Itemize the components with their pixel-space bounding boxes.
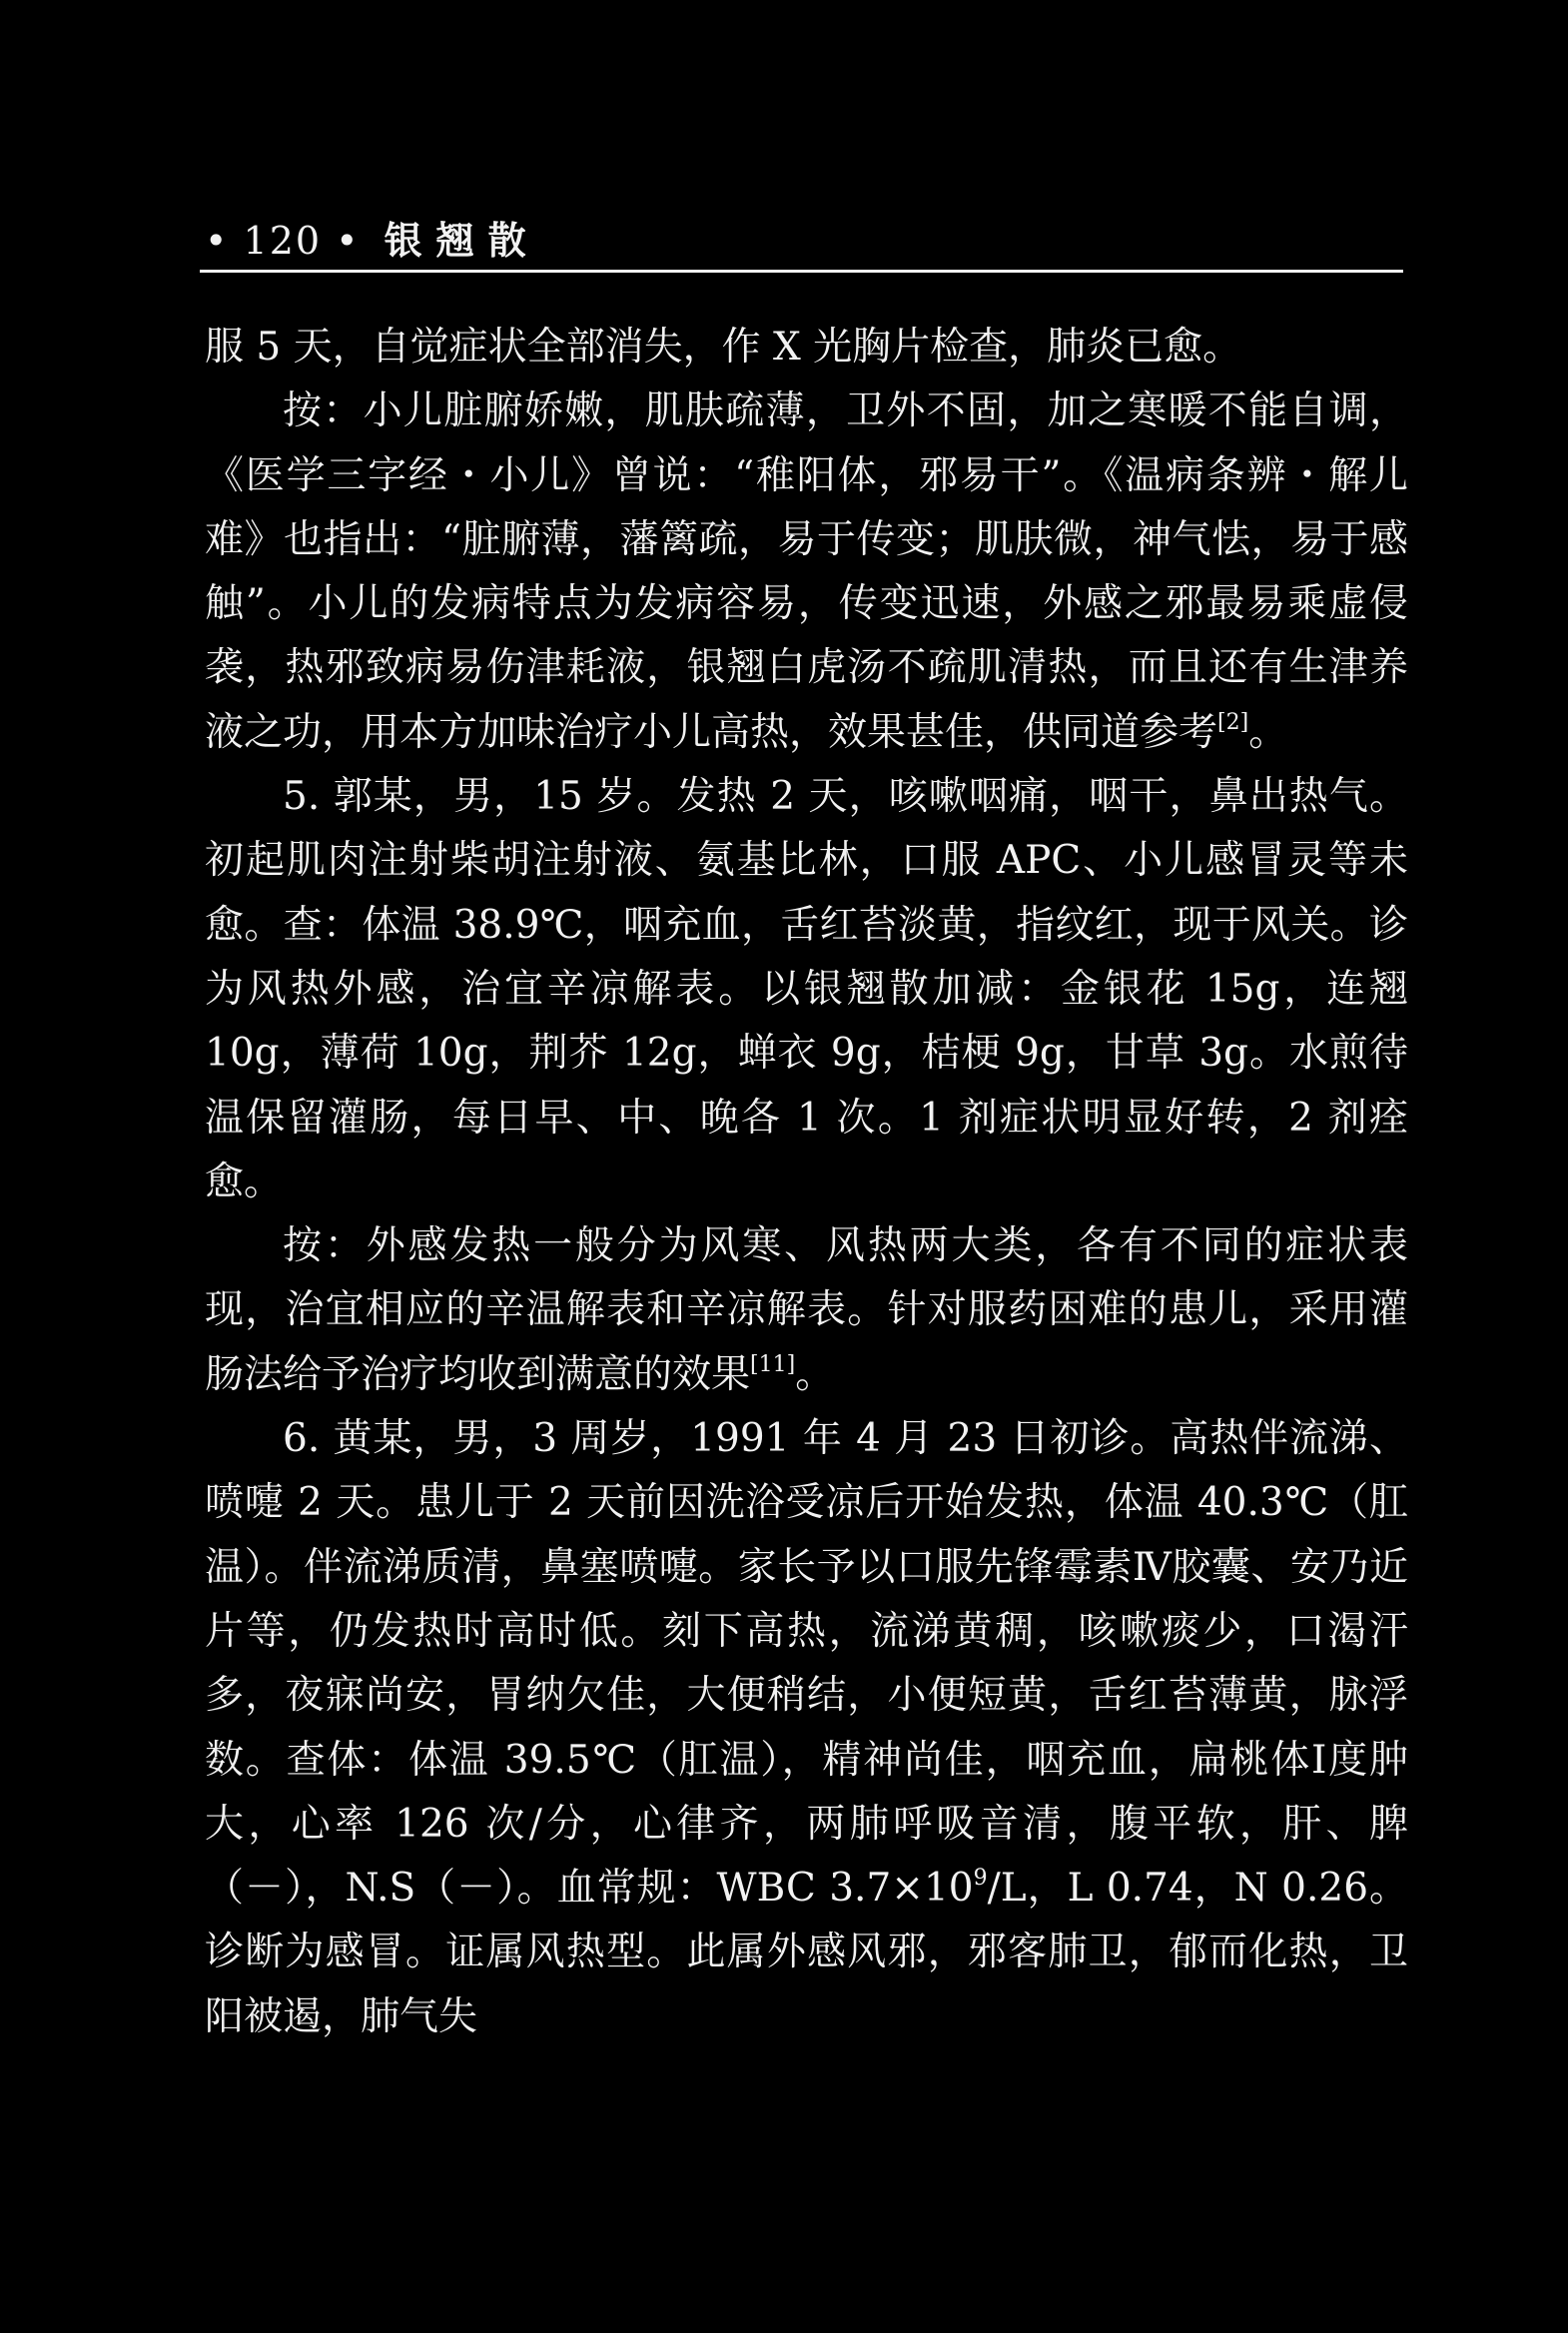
paragraph-2-text: 按：小儿脏腑娇嫩，肌肤疏薄，卫外不固，加之寒暖不能自调，《医学三字经・小儿》曾说：“稚阳体，邪易干”。《温病条辨・解儿难》也指出：“脏腑薄，藩篱疏，易于传变；肌肤微，神气怯，易于感触”。小儿的发病特点为发病容易，传变迅速，外感之邪最易乘虚侵袭，热邪致病易伤津耗液，银翘白虎汤不疏肌清热，而且还有生津养液之功，用本方加味治疗小儿高热，效果甚佳，供同道参考 <box>205 389 1408 755</box>
paragraph-3-text: 5. 郭某，男，15 岁。发热 2 天，咳嗽咽痛，咽干，鼻出热气。初起肌肉注射柴胡注射液、氨基比林，口服 APC、小儿感冒灵等未愈。查：体温 38.9℃，咽充血，舌红苔淡黄，指纹红，现于风关。诊为风热外感，治宜辛凉解表。以银翘散加减：金银花 15g，连翘 10g，薄荷 10g，荆芥 12g，蝉衣 9g，桔梗 9g，甘草 3g。水煎待温保留灌肠，每日早、中、晚各 1 次。1 剂症状明显好转，2 剂痊愈。 <box>205 774 1408 1204</box>
paragraph-1-text: 服 5 天，自觉症状全部消失，作 X 光胸片检查，肺炎已愈。 <box>205 325 1242 370</box>
paragraph-5-text: 6. 黄某，男，3 周岁，1991 年 4 月 23 日初诊。高热伴流涕、喷嚏 2 天。患儿于 2 天前因洗浴受凉后开始发热，体温 40.3℃（肛温）。伴流涕质清，鼻塞喷嚏。家长予以口服先锋霉素Ⅳ胶囊、安乃近片等，仍发热时高时低。刻下高热，流涕黄稠，咳嗽痰少，口渴汗多，夜寐尚安，胃纳欠佳，大便稍结，小便短黄，舌红苔薄黄，脉浮数。查体：体温 39.5℃（肛温），精神尚佳，咽充血，扁桃体Ⅰ度肿大，心率 126 次/分，心律齐，两肺呼吸音清，腹平软，肝、脾（－），N.S（－）。血常规：WBC 3.7×10 <box>205 1416 1408 1912</box>
paragraph-3 <box>205 765 1408 1214</box>
bullet-right: • <box>336 219 361 263</box>
paragraph-1 <box>205 316 1408 380</box>
paragraph-4 <box>205 1214 1408 1407</box>
header-rule <box>200 270 1403 273</box>
citation-ref: [2] <box>1217 709 1249 735</box>
paragraph-4-tail: 。 <box>795 1351 835 1397</box>
page-number: 120 <box>243 219 323 263</box>
bullet-left: • <box>205 219 230 263</box>
running-header <box>205 210 1403 272</box>
paragraph-5 <box>205 1407 1408 2049</box>
paragraph-5-text-cont: /L，L 0.74，N 0.26。诊断为感冒。证属风热型。此属外感风邪，邪客肺卫，郁而化热，卫阳被遏，肺气失 <box>205 1866 1409 2039</box>
exponent: 9 <box>973 1866 988 1892</box>
running-title: 银翘散 <box>384 218 540 263</box>
paragraph-2 <box>205 380 1408 765</box>
paragraph-4-text: 按：外感发热一般分为风寒、风热两大类，各有不同的症状表现，治宜相应的辛温解表和辛凉解表。针对服药困难的患儿，采用灌肠法给予治疗均收到满意的效果 <box>205 1223 1408 1397</box>
paragraph-2-tail: 。 <box>1248 709 1288 755</box>
citation-ref: [11] <box>750 1351 796 1377</box>
body-text <box>205 316 1408 2049</box>
